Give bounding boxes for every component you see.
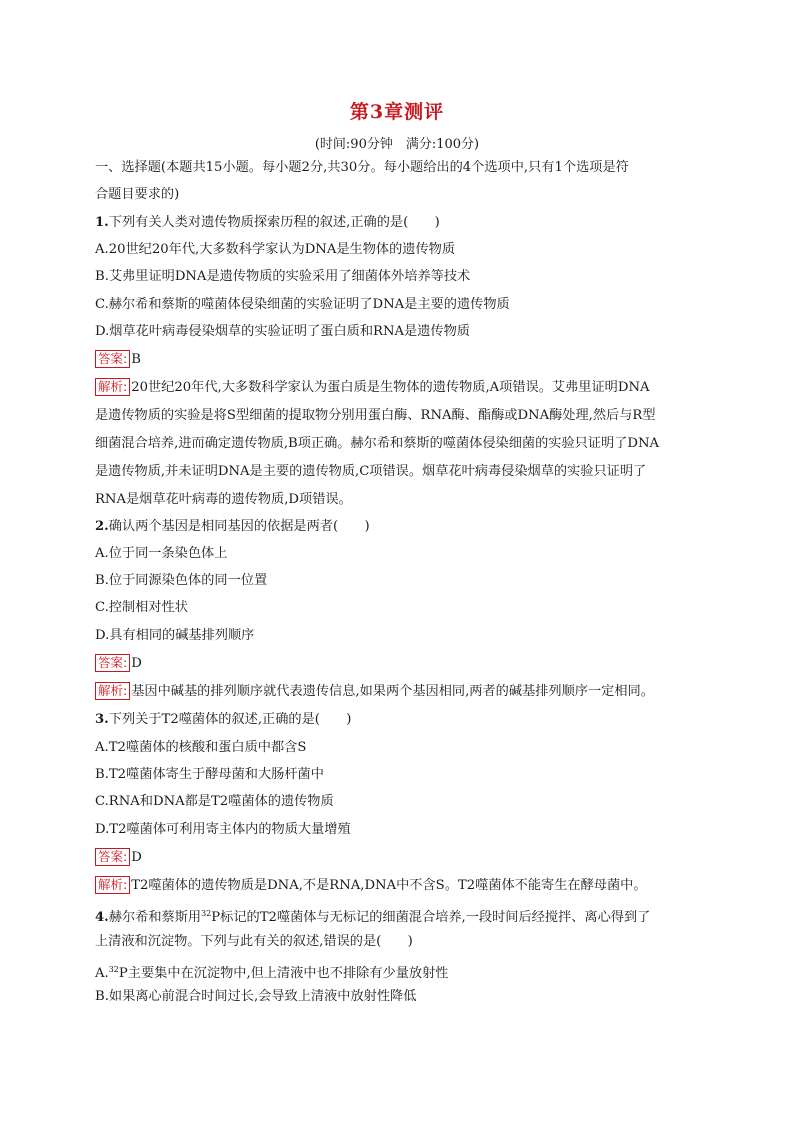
- option-a-prefix: A.: [95, 966, 109, 981]
- question-4-option-a: [95, 960, 705, 984]
- page-subtitle: (时间:90分钟 满分:100分): [314, 137, 480, 152]
- answer-tag: 答案:: [95, 654, 130, 672]
- question-4-option-b: B.如果离心前混合时间过长,会导致上清液中放射性降低: [95, 989, 417, 1004]
- question-3-text: 下列关于T2噬菌体的叙述,正确的是( ): [108, 712, 352, 727]
- question-3-option-d: D.T2噬菌体可利用寄主体内的物质大量增殖: [95, 822, 351, 837]
- option-a-text: P主要集中在沉淀物中,但上清液中也不排除有少量放射性: [118, 966, 449, 981]
- question-1-analysis-line-3: 细菌混合培养,进而确定遗传物质,B项正确。赫尔希和蔡斯的噬菌体侵染细菌的实验只证明了DNA: [95, 436, 660, 451]
- question-1-option-b: B.艾弗里证明DNA是遗传物质的实验采用了细菌体外培养等技术: [95, 269, 471, 284]
- question-4-stem-line-2: 上清液和沉淀物。下列与此有关的叙述,错误的是( ): [95, 934, 413, 949]
- question-2-answer: [95, 654, 705, 674]
- question-3-option-b: B.T2噬菌体寄生于酵母菌和大肠杆菌中: [95, 767, 324, 782]
- section-intro-line-2: 合题目要求的): [95, 187, 180, 202]
- analysis-text: 基因中碱基的排列顺序就代表遗传信息,如果两个基因相同,两者的碱基排列顺序一定相同。: [131, 684, 654, 699]
- question-4-text-pre: 赫尔希和蔡斯用: [108, 910, 202, 925]
- question-2-number: 2.: [95, 519, 109, 534]
- question-4-text-post: P标记的T2噬菌体与无标记的细菌混合培养,一段时间后经搅拌、离心得到了: [211, 910, 651, 925]
- answer-value: B: [131, 352, 141, 367]
- question-3-option-a: A.T2噬菌体的核酸和蛋白质中都含S: [95, 740, 307, 755]
- answer-value: D: [131, 850, 142, 865]
- analysis-tag: 解析:: [95, 682, 130, 700]
- section-intro-line-1: 一、选择题(本题共15小题。每小题2分,共30分。每小题给出的4个选项中,只有1个选项是符: [95, 160, 629, 175]
- answer-value: D: [131, 656, 142, 671]
- answer-tag: 答案:: [95, 350, 130, 368]
- analysis-text: 20世纪20年代,大多数科学家认为蛋白质是生物体的遗传物质,A项错误。艾弗里证明DNA: [131, 380, 650, 395]
- question-2-analysis: [95, 682, 705, 702]
- question-3-answer: [95, 848, 705, 868]
- question-4-stem-line-1: [95, 904, 705, 928]
- question-3-number: 3.: [95, 712, 109, 727]
- question-1-answer: [95, 350, 705, 370]
- question-1-analysis-line-1: [95, 378, 705, 398]
- question-1-option-a: A.20世纪20年代,大多数科学家认为DNA是生物体的遗传物质: [95, 242, 456, 257]
- analysis-text: T2噬菌体的遗传物质是DNA,不是RNA,DNA中不含S。T2噬菌体不能寄生在酵母菌中。: [131, 878, 647, 893]
- question-2-text: 确认两个基因是相同基因的依据是两者( ): [108, 519, 370, 534]
- page-title: 第3章测评: [349, 101, 445, 123]
- question-1-number: 1.: [95, 215, 109, 230]
- question-3-analysis: [95, 876, 705, 896]
- question-1-option-c: C.赫尔希和蔡斯的噬菌体侵染细菌的实验证明了DNA是主要的遗传物质: [95, 297, 510, 312]
- question-1-stem: [95, 213, 705, 233]
- question-3-option-c: C.RNA和DNA都是T2噬菌体的遗传物质: [95, 794, 334, 809]
- question-1-analysis-line-2: 是遗传物质的实验是将S型细菌的提取物分别用蛋白酶、RNA酶、酯酶或DNA酶处理,然后与R型: [95, 408, 656, 423]
- question-1-analysis-line-4: 是遗传物质,并未证明DNA是主要的遗传物质,C项错误。烟草花叶病毒侵染烟草的实验只证明了: [95, 464, 647, 479]
- question-3-stem: [95, 710, 705, 730]
- question-2-option-d: D.具有相同的碱基排列顺序: [95, 628, 255, 643]
- question-1-text: 下列有关人类对遗传物质探索历程的叙述,正确的是( ): [108, 215, 440, 230]
- question-2-stem: [95, 517, 705, 537]
- question-2-option-a: A.位于同一条染色体上: [95, 546, 228, 561]
- question-4-number: 4.: [95, 910, 109, 925]
- question-2-option-c: C.控制相对性状: [95, 600, 188, 615]
- isotope-superscript: 32: [108, 965, 119, 974]
- analysis-tag: 解析:: [95, 378, 130, 396]
- question-2-option-b: B.位于同源染色体的同一位置: [95, 573, 268, 588]
- analysis-tag: 解析:: [95, 876, 130, 894]
- question-1-analysis-line-5: RNA是烟草花叶病毒的遗传物质,D项错误。: [95, 492, 352, 507]
- answer-tag: 答案:: [95, 848, 130, 866]
- question-1-option-d: D.烟草花叶病毒侵染烟草的实验证明了蛋白质和RNA是遗传物质: [95, 324, 470, 339]
- isotope-superscript: 32: [201, 909, 212, 918]
